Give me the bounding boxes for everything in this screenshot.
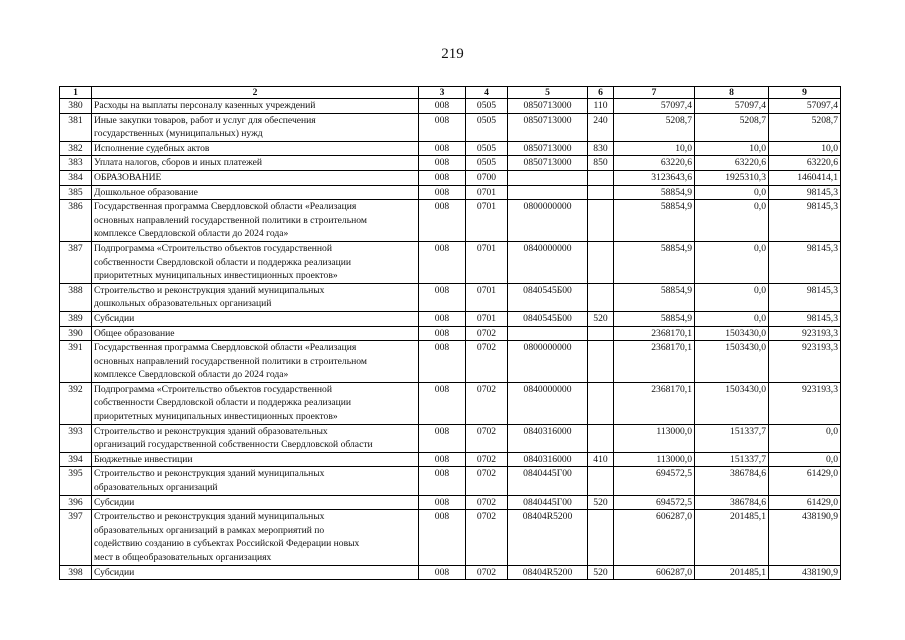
page-number: 219	[441, 46, 464, 62]
row-name: Уплата налогов, сборов и иных платежей	[92, 156, 419, 171]
amount-year-2: 10,0	[695, 141, 769, 156]
target-article-code: 0840545Б00	[508, 283, 588, 311]
table-row	[60, 141, 841, 156]
row-name: Строительство и реконструкция зданий муниципальных образовательных организаций	[92, 467, 419, 495]
row-number: 391	[60, 341, 92, 383]
amount-year-2: 0,0	[695, 311, 769, 326]
row-number: 394	[60, 452, 92, 467]
amount-year-3: 61429,0	[769, 495, 841, 510]
target-article-code: 0840316000	[508, 424, 588, 452]
amount-year-1: 58854,9	[614, 283, 695, 311]
amount-year-3: 98145,3	[769, 200, 841, 242]
expense-type-code	[588, 326, 614, 341]
expense-type-code	[588, 170, 614, 185]
section-code: 0701	[466, 241, 508, 283]
row-number: 383	[60, 156, 92, 171]
row-name: Строительство и реконструкция зданий образовательных организаций государственной собственности Свердловской области	[92, 424, 419, 452]
column-header: 9	[769, 87, 841, 99]
amount-year-1: 113000,0	[614, 452, 695, 467]
target-article-code: 0800000000	[508, 341, 588, 383]
section-code: 0702	[466, 424, 508, 452]
table-row	[60, 185, 841, 200]
amount-year-1: 63220,6	[614, 156, 695, 171]
amount-year-3: 61429,0	[769, 467, 841, 495]
target-article-code: 0840445Г00	[508, 495, 588, 510]
admin-code: 008	[419, 311, 466, 326]
column-header: 2	[92, 87, 419, 99]
amount-year-3: 923193,3	[769, 326, 841, 341]
row-name: Исполнение судебных актов	[92, 141, 419, 156]
row-number: 395	[60, 467, 92, 495]
row-number: 390	[60, 326, 92, 341]
admin-code: 008	[419, 565, 466, 580]
section-code: 0702	[466, 565, 508, 580]
row-name: Субсидии	[92, 565, 419, 580]
expense-type-code	[588, 382, 614, 424]
section-code: 0702	[466, 495, 508, 510]
admin-code: 008	[419, 170, 466, 185]
row-name: Государственная программа Свердловской области «Реализация основных направлений государственной политики в строительном комплексе Свердловской области до 2024 года»	[92, 341, 419, 383]
table-row	[60, 382, 841, 424]
table-row	[60, 170, 841, 185]
amount-year-1: 58854,9	[614, 311, 695, 326]
amount-year-2: 5208,7	[695, 113, 769, 141]
expense-type-code	[588, 200, 614, 242]
admin-code: 008	[419, 241, 466, 283]
section-code: 0702	[466, 510, 508, 565]
expense-type-code: 520	[588, 311, 614, 326]
amount-year-2: 0,0	[695, 200, 769, 242]
table-header-row	[60, 87, 841, 99]
target-article-code: 08404R5200	[508, 510, 588, 565]
amount-year-3: 438190,9	[769, 565, 841, 580]
row-number: 381	[60, 113, 92, 141]
row-number: 397	[60, 510, 92, 565]
amount-year-2: 201485,1	[695, 565, 769, 580]
row-number: 385	[60, 185, 92, 200]
target-article-code: 0850713000	[508, 156, 588, 171]
target-article-code	[508, 170, 588, 185]
amount-year-1: 57097,4	[614, 99, 695, 114]
row-number: 389	[60, 311, 92, 326]
row-name: Строительство и реконструкция зданий муниципальных дошкольных образовательных организаций	[92, 283, 419, 311]
row-name: Субсидии	[92, 311, 419, 326]
amount-year-3: 923193,3	[769, 341, 841, 383]
section-code: 0505	[466, 156, 508, 171]
amount-year-1: 10,0	[614, 141, 695, 156]
table-row	[60, 341, 841, 383]
row-name: Бюджетные инвестиции	[92, 452, 419, 467]
target-article-code: 0840316000	[508, 452, 588, 467]
row-name: Общее образование	[92, 326, 419, 341]
section-code: 0702	[466, 467, 508, 495]
section-code: 0702	[466, 452, 508, 467]
row-name: Дошкольное образование	[92, 185, 419, 200]
amount-year-3: 0,0	[769, 452, 841, 467]
section-code: 0702	[466, 326, 508, 341]
target-article-code: 0840000000	[508, 382, 588, 424]
admin-code: 008	[419, 185, 466, 200]
amount-year-2: 1503430,0	[695, 382, 769, 424]
table-body	[60, 99, 841, 580]
row-name: Государственная программа Свердловской области «Реализация основных направлений государственной политики в строительном комплексе Свердловской области до 2024 года»	[92, 200, 419, 242]
target-article-code: 0840445Г00	[508, 467, 588, 495]
admin-code: 008	[419, 382, 466, 424]
row-number: 396	[60, 495, 92, 510]
table-row	[60, 99, 841, 114]
admin-code: 008	[419, 495, 466, 510]
table-row	[60, 241, 841, 283]
amount-year-1: 113000,0	[614, 424, 695, 452]
table-row	[60, 424, 841, 452]
target-article-code	[508, 326, 588, 341]
expense-type-code: 110	[588, 99, 614, 114]
section-code: 0505	[466, 99, 508, 114]
section-code: 0700	[466, 170, 508, 185]
target-article-code: 0850713000	[508, 141, 588, 156]
target-article-code: 0850713000	[508, 99, 588, 114]
amount-year-3: 98145,3	[769, 311, 841, 326]
table-row	[60, 326, 841, 341]
admin-code: 008	[419, 424, 466, 452]
section-code: 0702	[466, 382, 508, 424]
expense-type-code	[588, 241, 614, 283]
amount-year-1: 3123643,6	[614, 170, 695, 185]
admin-code: 008	[419, 326, 466, 341]
amount-year-3: 98145,3	[769, 283, 841, 311]
column-header: 3	[419, 87, 466, 99]
row-number: 392	[60, 382, 92, 424]
column-header: 7	[614, 87, 695, 99]
row-number: 388	[60, 283, 92, 311]
amount-year-1: 5208,7	[614, 113, 695, 141]
row-name: ОБРАЗОВАНИЕ	[92, 170, 419, 185]
amount-year-1: 694572,5	[614, 467, 695, 495]
section-code: 0505	[466, 113, 508, 141]
section-code: 0505	[466, 141, 508, 156]
target-article-code: 08404R5200	[508, 565, 588, 580]
amount-year-2: 57097,4	[695, 99, 769, 114]
row-number: 387	[60, 241, 92, 283]
row-name: Подпрограмма «Строительство объектов государственной собственности Свердловской области и поддержка реализации приоритетных муниципальных инвестиционных проектов»	[92, 382, 419, 424]
amount-year-1: 694572,5	[614, 495, 695, 510]
amount-year-3: 63220,6	[769, 156, 841, 171]
column-header: 5	[508, 87, 588, 99]
amount-year-1: 2368170,1	[614, 326, 695, 341]
table-row	[60, 311, 841, 326]
row-number: 386	[60, 200, 92, 242]
target-article-code: 0840545Б00	[508, 311, 588, 326]
expense-type-code	[588, 424, 614, 452]
expense-type-code	[588, 467, 614, 495]
amount-year-3: 98145,3	[769, 185, 841, 200]
amount-year-2: 1925310,3	[695, 170, 769, 185]
amount-year-2: 0,0	[695, 241, 769, 283]
admin-code: 008	[419, 283, 466, 311]
target-article-code	[508, 185, 588, 200]
amount-year-3: 98145,3	[769, 241, 841, 283]
table-row	[60, 156, 841, 171]
amount-year-2: 386784,6	[695, 467, 769, 495]
row-name: Иные закупки товаров, работ и услуг для обеспечения государственных (муниципальных) нужд	[92, 113, 419, 141]
column-header: 4	[466, 87, 508, 99]
admin-code: 008	[419, 467, 466, 495]
amount-year-1: 58854,9	[614, 200, 695, 242]
amount-year-2: 151337,7	[695, 424, 769, 452]
amount-year-1: 2368170,1	[614, 341, 695, 383]
amount-year-2: 0,0	[695, 283, 769, 311]
expense-type-code	[588, 510, 614, 565]
expense-type-code: 410	[588, 452, 614, 467]
row-number: 398	[60, 565, 92, 580]
admin-code: 008	[419, 341, 466, 383]
table-row	[60, 510, 841, 565]
target-article-code: 0850713000	[508, 113, 588, 141]
admin-code: 008	[419, 99, 466, 114]
row-number: 384	[60, 170, 92, 185]
amount-year-3: 1460414,1	[769, 170, 841, 185]
expense-type-code: 240	[588, 113, 614, 141]
expense-type-code	[588, 341, 614, 383]
admin-code: 008	[419, 141, 466, 156]
target-article-code: 0840000000	[508, 241, 588, 283]
section-code: 0702	[466, 341, 508, 383]
admin-code: 008	[419, 200, 466, 242]
budget-table	[59, 86, 841, 580]
row-name: Расходы на выплаты персоналу казенных учреждений	[92, 99, 419, 114]
section-code: 0701	[466, 283, 508, 311]
row-number: 380	[60, 99, 92, 114]
amount-year-3: 923193,3	[769, 382, 841, 424]
table-row	[60, 283, 841, 311]
table-row	[60, 495, 841, 510]
section-code: 0701	[466, 311, 508, 326]
table-row	[60, 113, 841, 141]
column-header: 6	[588, 87, 614, 99]
amount-year-2: 1503430,0	[695, 326, 769, 341]
amount-year-2: 201485,1	[695, 510, 769, 565]
table-row	[60, 452, 841, 467]
table-row	[60, 467, 841, 495]
amount-year-2: 1503430,0	[695, 341, 769, 383]
amount-year-2: 151337,7	[695, 452, 769, 467]
amount-year-2: 63220,6	[695, 156, 769, 171]
section-code: 0701	[466, 185, 508, 200]
row-name: Подпрограмма «Строительство объектов государственной собственности Свердловской области и поддержка реализации приоритетных муниципальных инвестиционных проектов»	[92, 241, 419, 283]
admin-code: 008	[419, 156, 466, 171]
admin-code: 008	[419, 510, 466, 565]
amount-year-3: 5208,7	[769, 113, 841, 141]
target-article-code: 0800000000	[508, 200, 588, 242]
expense-type-code: 830	[588, 141, 614, 156]
table-row	[60, 200, 841, 242]
expense-type-code: 520	[588, 495, 614, 510]
amount-year-3: 0,0	[769, 424, 841, 452]
amount-year-2: 0,0	[695, 185, 769, 200]
admin-code: 008	[419, 113, 466, 141]
row-name: Строительство и реконструкция зданий муниципальных образовательных организаций в рамках мероприятий по содействию созданию в субъектах Российской Федерации новых мест в общеобразовательных организациях	[92, 510, 419, 565]
expense-type-code	[588, 185, 614, 200]
amount-year-2: 386784,6	[695, 495, 769, 510]
expense-type-code	[588, 283, 614, 311]
column-header: 1	[60, 87, 92, 99]
section-code: 0701	[466, 200, 508, 242]
admin-code: 008	[419, 452, 466, 467]
amount-year-1: 606287,0	[614, 510, 695, 565]
row-name: Субсидии	[92, 495, 419, 510]
table-row	[60, 565, 841, 580]
amount-year-3: 10,0	[769, 141, 841, 156]
expense-type-code: 520	[588, 565, 614, 580]
row-number: 382	[60, 141, 92, 156]
amount-year-1: 606287,0	[614, 565, 695, 580]
amount-year-3: 57097,4	[769, 99, 841, 114]
amount-year-1: 2368170,1	[614, 382, 695, 424]
row-number: 393	[60, 424, 92, 452]
amount-year-3: 438190,9	[769, 510, 841, 565]
column-header: 8	[695, 87, 769, 99]
amount-year-1: 58854,9	[614, 241, 695, 283]
amount-year-1: 58854,9	[614, 185, 695, 200]
expense-type-code: 850	[588, 156, 614, 171]
